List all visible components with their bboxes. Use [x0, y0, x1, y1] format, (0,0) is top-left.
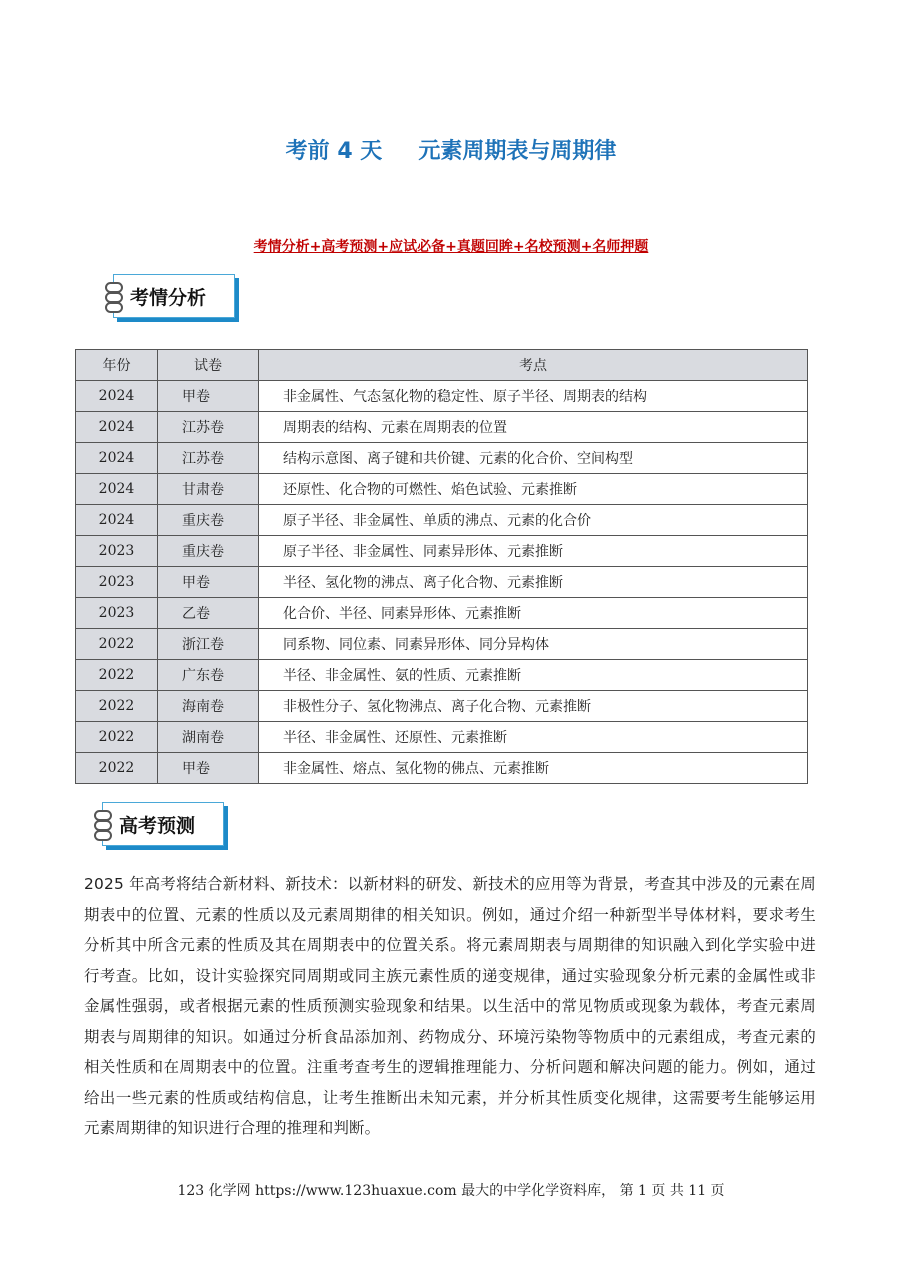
- table-row: [76, 505, 808, 536]
- cell-paper: 乙卷: [158, 598, 259, 629]
- cell-points: 非金属性、气态氢化物的稳定性、原子半径、周期表的结构: [259, 381, 808, 412]
- cell-paper: 广东卷: [158, 660, 259, 691]
- title-topic: 元素周期表与周期律: [418, 139, 617, 164]
- table-row: [76, 443, 808, 474]
- cell-points: 非极性分子、氢化物沸点、离子化合物、元素推断: [259, 691, 808, 722]
- cell-paper: 甘肃卷: [158, 474, 259, 505]
- table-row: [76, 474, 808, 505]
- cell-year: 2022: [76, 660, 158, 691]
- table-row: [76, 412, 808, 443]
- binder-ring-icon: [94, 830, 112, 841]
- table-row: [76, 660, 808, 691]
- cell-year: 2023: [76, 536, 158, 567]
- table-row: [76, 536, 808, 567]
- table-row: [76, 598, 808, 629]
- cell-points: 半径、非金属性、还原性、元素推断: [259, 722, 808, 753]
- cell-points: 结构示意图、离子键和共价键、元素的化合价、空间构型: [259, 443, 808, 474]
- cell-points: 还原性、化合物的可燃性、焰色试验、元素推断: [259, 474, 808, 505]
- cell-year: 2024: [76, 474, 158, 505]
- cell-paper: 甲卷: [158, 381, 259, 412]
- cell-points: 化合价、半径、同素异形体、元素推断: [259, 598, 808, 629]
- header-paper: 试卷: [158, 350, 259, 381]
- cell-year: 2024: [76, 381, 158, 412]
- header-year: 年份: [76, 350, 158, 381]
- cell-points: 周期表的结构、元素在周期表的位置: [259, 412, 808, 443]
- table-row: [76, 691, 808, 722]
- exam-table: [75, 349, 808, 784]
- cell-year: 2022: [76, 722, 158, 753]
- cell-year: 2024: [76, 505, 158, 536]
- section-label-prediction: 高考预测: [102, 802, 224, 846]
- table-row: [76, 567, 808, 598]
- cell-points: 非金属性、熔点、氢化物的佛点、元素推断: [259, 753, 808, 784]
- cell-paper: 江苏卷: [158, 412, 259, 443]
- cell-year: 2022: [76, 629, 158, 660]
- cell-paper: 浙江卷: [158, 629, 259, 660]
- cell-points: 半径、氢化物的沸点、离子化合物、元素推断: [259, 567, 808, 598]
- cell-paper: 海南卷: [158, 691, 259, 722]
- cell-year: 2024: [76, 443, 158, 474]
- page-subtitle: 考情分析+高考预测+应试必备+真题回眸+名校预测+名师押题: [253, 239, 649, 255]
- section-badge-analysis: [103, 274, 238, 322]
- cell-paper: 甲卷: [158, 753, 259, 784]
- page-footer: 123 化学网 https://www.123huaxue.com 最大的中学化学资料库， 第 1 页 共 11 页: [177, 1183, 725, 1199]
- title-day: 考前 4 天: [285, 139, 383, 164]
- cell-paper: 湖南卷: [158, 722, 259, 753]
- cell-paper: 重庆卷: [158, 505, 259, 536]
- section-badge-prediction: [92, 802, 227, 850]
- cell-points: 半径、非金属性、氨的性质、元素推断: [259, 660, 808, 691]
- cell-points: 原子半径、非金属性、单质的沸点、元素的化合价: [259, 505, 808, 536]
- header-points: 考点: [259, 350, 808, 381]
- section-label-analysis: 考情分析: [113, 274, 235, 318]
- binder-ring-icon: [105, 302, 123, 313]
- page-title: [0, 134, 902, 165]
- prediction-paragraph: 2025 年高考将结合新材料、新技术：以新材料的研发、新技术的应用等为背景，考查其中涉及的元素在周期表中的位置、元素的性质以及元素周期律的相关知识。例如，通过介绍一种新型半导体材料，要求考生分析其中所含元素的性质及其在周期表中的位置关系。将元素周期表与周期律的知识融入到化学实验中进行考查。比如，设计实验探究同周期或同主族元素性质的递变规律，通过实验现象分析元素的金属性或非金属性强弱，或者根据元素的性质预测实验现象和结果。以生活中的常见物质或现象为载体，考查元素周期表与周期律的知识。如通过分析食品添加剂、药物成分、环境污染物等物质中的元素组成，考查元素的相关性质和在周期表中的位置。注重考查考生的逻辑推理能力、分析问题和解决问题的能力。例如，通过给出一些元素的性质或结构信息，让考生推断出未知元素，并分析其性质变化规律，这需要考生能够运用元素周期律的知识进行合理的推理和判断。: [84, 875, 816, 1137]
- cell-paper: 江苏卷: [158, 443, 259, 474]
- table-header-row: [76, 350, 808, 381]
- table-row: [76, 629, 808, 660]
- cell-paper: 重庆卷: [158, 536, 259, 567]
- cell-year: 2022: [76, 753, 158, 784]
- cell-paper: 甲卷: [158, 567, 259, 598]
- cell-points: 原子半径、非金属性、同素异形体、元素推断: [259, 536, 808, 567]
- cell-year: 2022: [76, 691, 158, 722]
- cell-points: 同系物、同位素、同素异形体、同分异构体: [259, 629, 808, 660]
- cell-year: 2024: [76, 412, 158, 443]
- table-row: [76, 753, 808, 784]
- cell-year: 2023: [76, 567, 158, 598]
- table-row: [76, 381, 808, 412]
- table-row: [76, 722, 808, 753]
- cell-year: 2023: [76, 598, 158, 629]
